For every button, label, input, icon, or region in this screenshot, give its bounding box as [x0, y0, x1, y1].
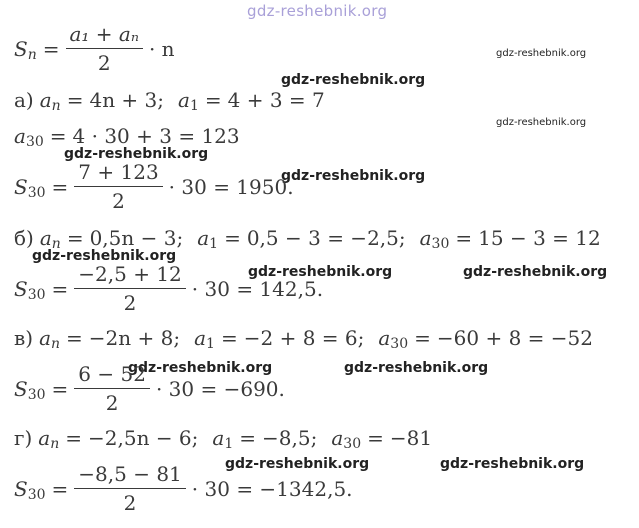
- part-a-sum: S 30 = $\frac{7 + 123}{2}$ · 30 = 1950.: [14, 160, 294, 213]
- part-d-sum: S 30 = $\frac{-8,5 - 81}{2}$ · 30 = −1342,5.: [14, 462, 353, 515]
- watermark: gdz-reshebnik.org: [32, 248, 177, 264]
- part-b-terms: б) a n = 0,5n − 3; a 1 = 0,5 − 3 = −2,5; a 30 = 15 − 3 = 12: [14, 226, 601, 252]
- part-a-terms: а) a n = 4n + 3; a 1 = 4 + 3 = 7: [14, 88, 325, 114]
- watermark: gdz-reshebnik.org: [281, 168, 426, 184]
- watermark: gdz-reshebnik.org: [440, 456, 585, 472]
- watermark: gdz-reshebnik.org: [281, 72, 426, 88]
- part-c-sum: S 30 = $\frac{6 - 52}{2}$ · 30 = −690.: [14, 362, 285, 415]
- part-d-terms: г) a n = −2,5n − 6; a 1 = −8,5; a 30 = −81: [14, 426, 433, 452]
- watermark: gdz-reshebnik.org: [225, 456, 370, 472]
- watermark: gdz-reshebnik.org: [496, 48, 587, 59]
- watermark: gdz-reshebnik.org: [344, 360, 489, 376]
- sum-formula: S n = $\frac{\text{a₁ + aₙ}}{2}$ · n: [14, 22, 175, 75]
- watermark: gdz-reshebnik.org: [64, 146, 209, 162]
- watermark: gdz-reshebnik.org: [248, 264, 393, 280]
- part-c-terms: в) a n = −2n + 8; a 1 = −2 + 8 = 6; a 30 = −60 + 8 = −52: [14, 326, 593, 352]
- watermark: gdz-reshebnik.org: [463, 264, 608, 280]
- watermark-top: gdz-reshebnik.org: [247, 2, 388, 20]
- watermark: gdz-reshebnik.org: [496, 117, 587, 128]
- part-b-sum: S 30 = $\frac{-2,5 + 12}{2}$ · 30 = 142,5.: [14, 262, 324, 315]
- formula-fraction: $\frac{\text{a₁ + aₙ}}{2}$: [66, 22, 143, 75]
- watermark: gdz-reshebnik.org: [128, 360, 273, 376]
- part-a-a30: a 30 = 4 · 30 + 3 = 123: [14, 124, 240, 150]
